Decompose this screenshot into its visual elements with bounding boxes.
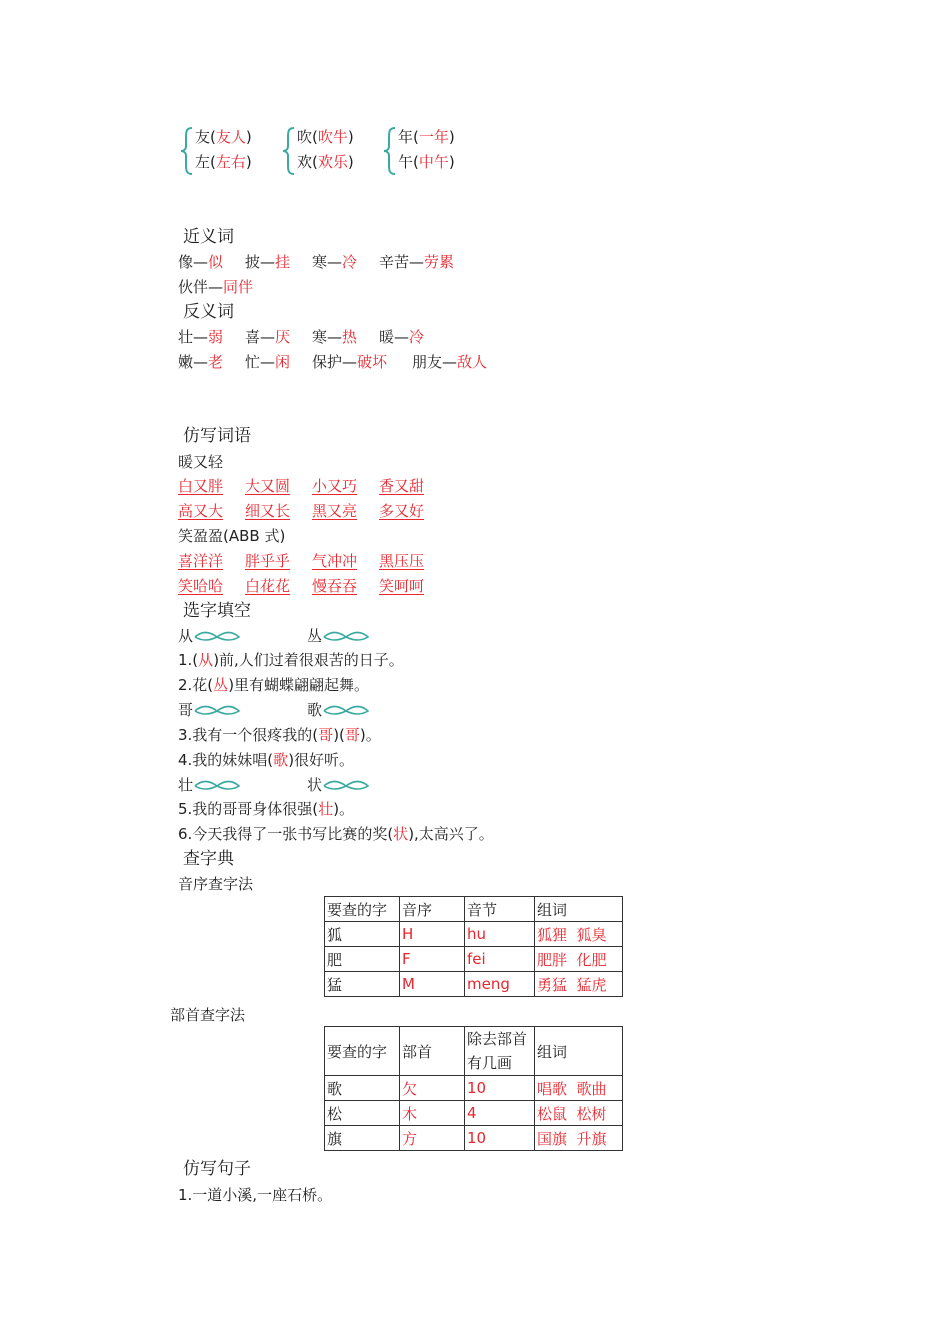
section-title-choose: 选字填空 <box>183 601 251 621</box>
brace-line: 左(左右) <box>195 153 252 171</box>
pattern-example: 暖又轻 <box>178 453 224 471</box>
answer-word: 小又巧 <box>312 477 358 495</box>
answer-word: 白花花 <box>245 577 291 595</box>
table-header: 要查的字 <box>325 897 400 922</box>
section-title-synonyms: 近义词 <box>183 227 234 247</box>
brace-line: 午(中午) <box>398 153 455 171</box>
answer-word: 细又长 <box>245 502 291 520</box>
answer-word: 慢吞吞 <box>312 577 358 595</box>
antonym-item: 保护—破坏 <box>312 353 388 371</box>
char-option: 歌 <box>307 699 370 721</box>
brace-line: 友(友人) <box>195 128 252 146</box>
table-cell: 木 <box>400 1101 465 1126</box>
answer-word: 香又甜 <box>379 477 425 495</box>
table-header: 音序 <box>400 897 465 922</box>
antonym-item: 壮—弱 <box>178 328 224 346</box>
table-cell: 歌 <box>325 1076 400 1101</box>
antonym-item: 嫩—老 <box>178 353 224 371</box>
table-header: 要查的字 <box>325 1027 400 1076</box>
table-header-row <box>325 897 623 922</box>
brace-icon <box>282 126 296 176</box>
brace-line: 吹(吹牛) <box>297 128 354 146</box>
table-cell: fei <box>465 947 535 972</box>
brace-icon <box>180 126 194 176</box>
antonym-item: 喜—厌 <box>245 328 291 346</box>
table-row <box>325 1126 623 1151</box>
answer-word: 喜洋洋 <box>178 552 224 570</box>
sentence: 3.我有一个很疼我的(哥)(哥)。 <box>178 726 381 744</box>
table-cell: 肥 <box>325 947 400 972</box>
table-row <box>325 972 623 997</box>
wing-icon <box>193 630 241 644</box>
answer-word: 高又大 <box>178 502 224 520</box>
section-title-antonyms: 反义词 <box>183 302 234 322</box>
table-cell: 旗 <box>325 1126 400 1151</box>
wing-icon <box>322 704 370 718</box>
antonym-item: 朋友—敌人 <box>412 353 488 371</box>
wing-icon <box>193 779 241 793</box>
table-cell: 4 <box>465 1101 535 1126</box>
table-header: 组词 <box>535 1027 623 1076</box>
table-header-row <box>325 1027 623 1076</box>
synonym-item: 披—挂 <box>245 253 291 271</box>
table-cell: 松 <box>325 1101 400 1126</box>
table-row <box>325 922 623 947</box>
table-cell: 10 <box>465 1076 535 1101</box>
sentence: 5.我的哥哥身体很强(壮)。 <box>178 800 355 818</box>
table-header: 除去部首有几画 <box>465 1027 535 1076</box>
table-cell: 松鼠 松树 <box>535 1101 623 1126</box>
section-title-imitate-sentence: 仿写句子 <box>183 1159 251 1179</box>
table-cell: 10 <box>465 1126 535 1151</box>
antonym-item: 暖—冷 <box>379 328 425 346</box>
pattern-example: 笑盈盈(ABB 式) <box>178 527 286 545</box>
answer-word: 笑呵呵 <box>379 577 425 595</box>
answer-word: 气冲冲 <box>312 552 358 570</box>
char-option: 状 <box>307 774 370 796</box>
method-title: 部首查字法 <box>170 1006 246 1024</box>
sentence: 1.(从)前,人们过着很艰苦的日子。 <box>178 651 404 669</box>
answer-word: 胖乎乎 <box>245 552 291 570</box>
wing-icon <box>322 630 370 644</box>
table-cell: 肥胖 化肥 <box>535 947 623 972</box>
table-cell: meng <box>465 972 535 997</box>
table-cell: 唱歌 歌曲 <box>535 1076 623 1101</box>
radical-table <box>324 1026 623 1151</box>
pinyin-table <box>324 896 623 997</box>
synonym-item: 伙伴—同伴 <box>178 278 254 296</box>
table-cell: 方 <box>400 1126 465 1151</box>
sentence: 2.花(丛)里有蝴蝶翩翩起舞。 <box>178 676 370 694</box>
char-option: 从 <box>178 625 241 647</box>
synonym-item: 辛苦—劳累 <box>379 253 455 271</box>
sentence: 1.一道小溪,一座石桥。 <box>178 1186 333 1204</box>
table-cell: 国旗 升旗 <box>535 1126 623 1151</box>
synonym-item: 寒—冷 <box>312 253 358 271</box>
char-option: 壮 <box>178 774 241 796</box>
table-row <box>325 947 623 972</box>
brace-icon <box>383 126 397 176</box>
table-cell: 欠 <box>400 1076 465 1101</box>
table-cell: 勇猛 猛虎 <box>535 972 623 997</box>
brace-line: 年(一年) <box>398 128 455 146</box>
table-cell: M <box>400 972 465 997</box>
sentence: 6.今天我得了一张书写比赛的奖(状),太高兴了。 <box>178 825 494 843</box>
table-row <box>325 1076 623 1101</box>
wing-icon <box>193 704 241 718</box>
section-title-dictionary: 查字典 <box>183 849 234 869</box>
table-cell: 狐狸 狐臭 <box>535 922 623 947</box>
table-cell: H <box>400 922 465 947</box>
table-cell: 狐 <box>325 922 400 947</box>
antonym-item: 寒—热 <box>312 328 358 346</box>
answer-word: 黑又亮 <box>312 502 358 520</box>
answer-word: 大又圆 <box>245 477 291 495</box>
char-option: 哥 <box>178 699 241 721</box>
method-title: 音序查字法 <box>178 875 254 893</box>
table-cell: hu <box>465 922 535 947</box>
table-row <box>325 1101 623 1126</box>
answer-word: 黑压压 <box>379 552 425 570</box>
synonym-item: 像—似 <box>178 253 224 271</box>
table-header: 音节 <box>465 897 535 922</box>
answer-word: 白又胖 <box>178 477 224 495</box>
wing-icon <box>322 779 370 793</box>
answer-word: 多又好 <box>379 502 425 520</box>
sentence: 4.我的妹妹唱(歌)很好听。 <box>178 751 355 769</box>
table-header: 组词 <box>535 897 623 922</box>
brace-line: 欢(欢乐) <box>297 153 354 171</box>
section-title-imitate-words: 仿写词语 <box>183 426 251 446</box>
answer-word: 笑哈哈 <box>178 577 224 595</box>
char-option: 丛 <box>307 625 370 647</box>
table-header: 部首 <box>400 1027 465 1076</box>
table-cell: F <box>400 947 465 972</box>
table-cell: 猛 <box>325 972 400 997</box>
antonym-item: 忙—闲 <box>245 353 291 371</box>
